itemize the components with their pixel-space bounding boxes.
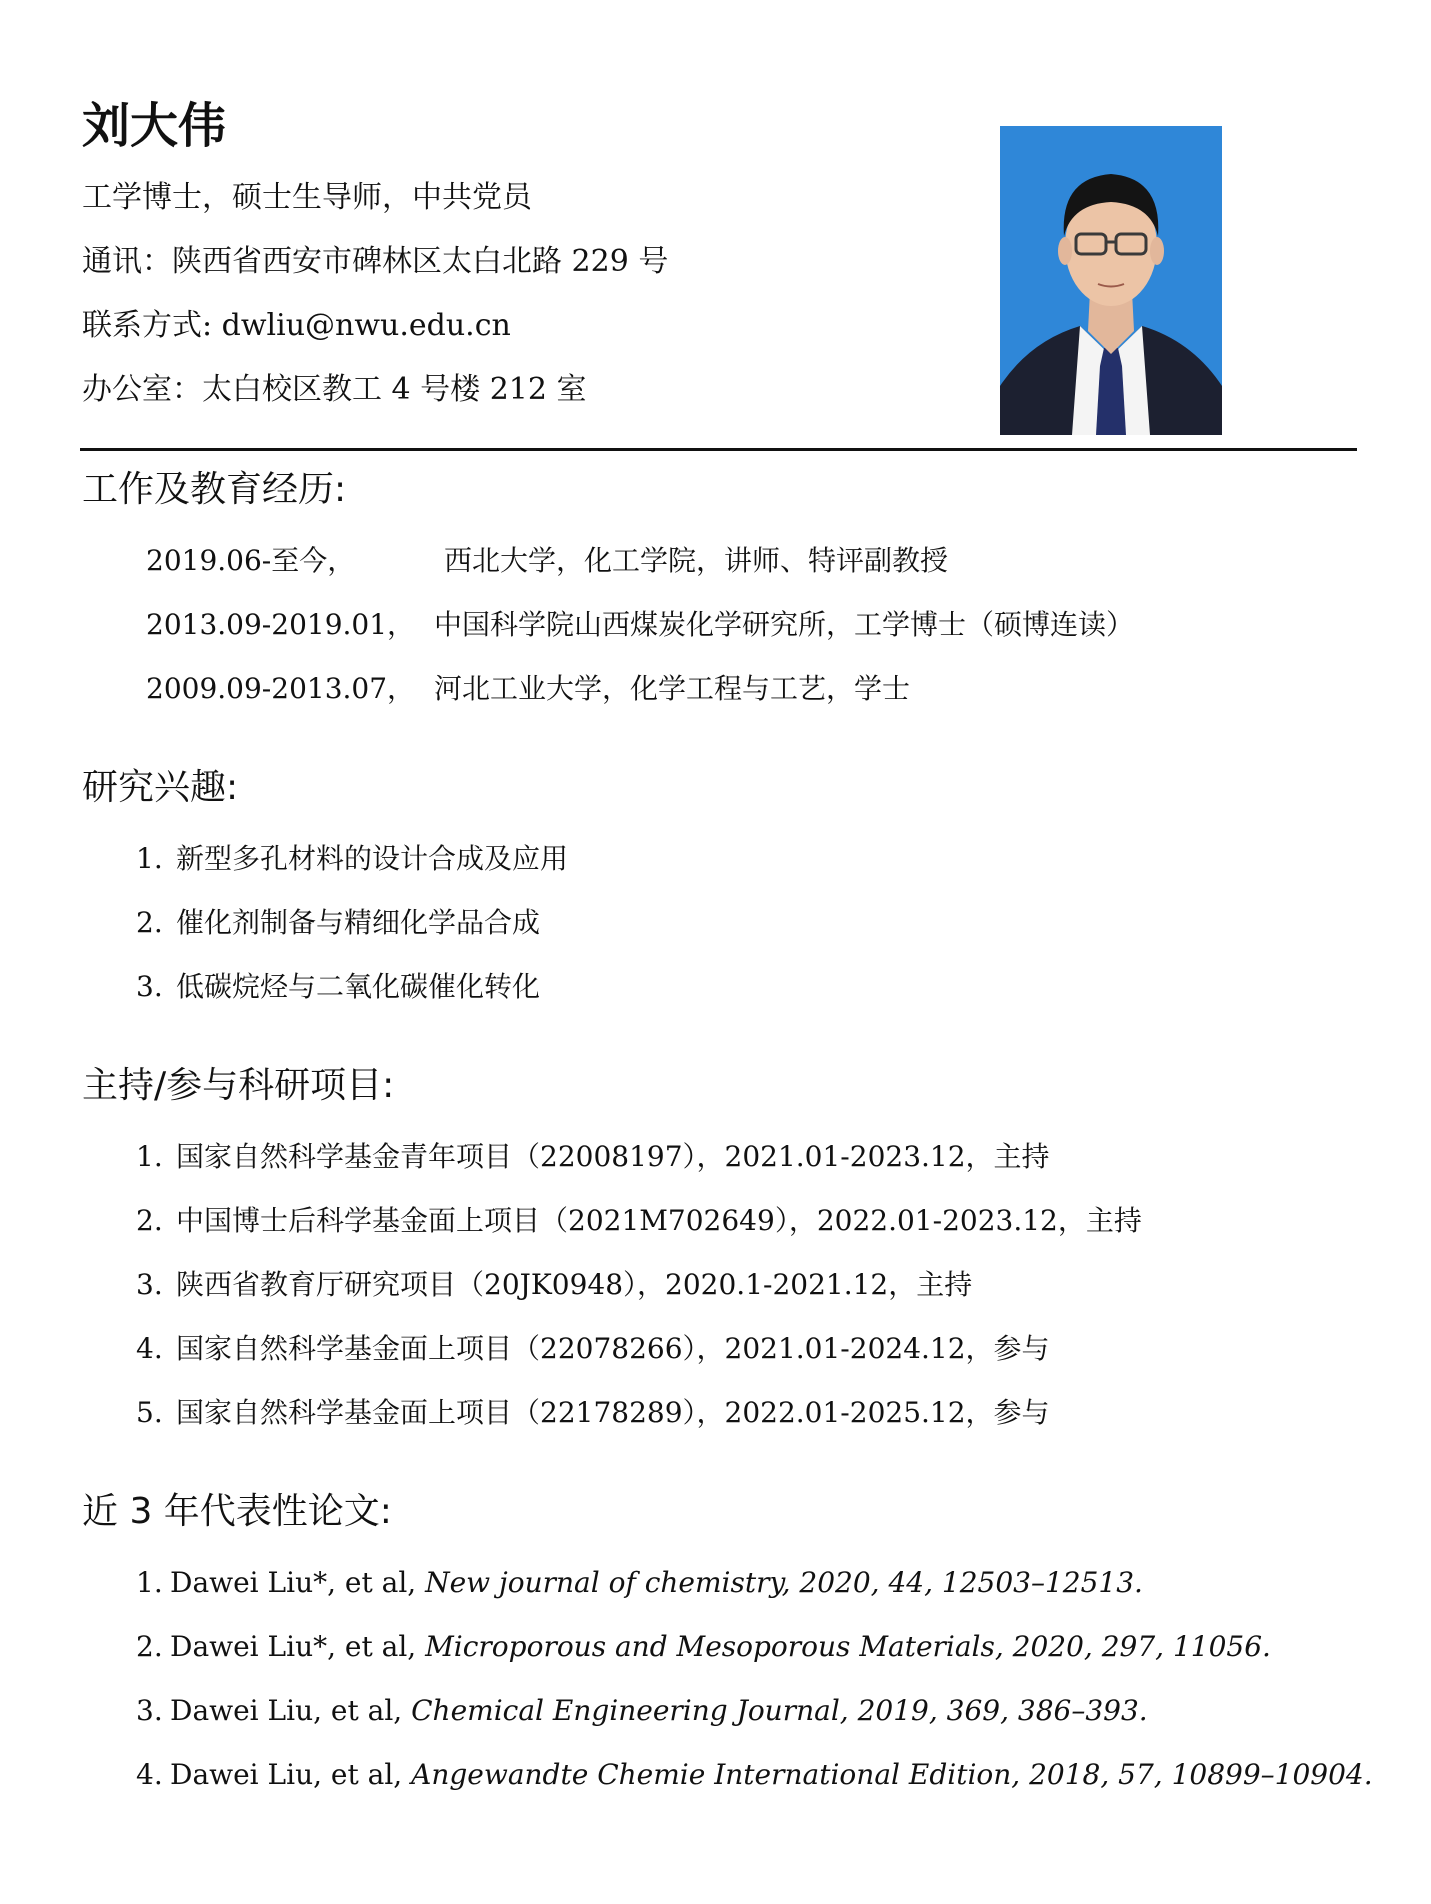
project-text: 中国博士后科学基金面上项目（2021M702649），2022.01-2023.12，主持 [176,1204,1142,1237]
interest-item [136,968,540,1006]
list-number: 1. [136,1140,163,1173]
list-number: 4. [136,1332,163,1365]
paper-item [136,1756,1373,1794]
interests-heading: 研究兴趣: [82,767,239,808]
project-item [136,1138,1050,1176]
office-line: 办公室：太白校区教工 4 号楼 212 室 [82,372,587,407]
paper-journal: Microporous and Mesoporous Materials, 2020, 297, 11056. [425,1630,1271,1663]
education-date: 2013.09-2019.01， [146,608,416,641]
projects-heading: 主持/参与科研项目: [82,1065,395,1106]
interest-item [136,904,540,942]
paper-authors: Dawei Liu*, et al, [170,1566,417,1599]
project-text: 国家自然科学基金青年项目（22008197），2021.01-2023.12，主持 [176,1140,1050,1173]
list-number: 2. [136,906,163,939]
interest-text: 低碳烷烃与二氧化碳催化转化 [176,970,541,1003]
list-number: 5. [136,1396,163,1429]
paper-item [136,1692,1148,1730]
title-line: 工学博士，硕士生导师，中共党员 [82,180,532,215]
list-number: 2. [136,1630,163,1663]
education-description: 西北大学，化工学院，讲师、特评副教授 [444,544,949,577]
education-date: 2009.09-2013.07， [146,672,416,705]
education-date: 2019.06-至今， [146,544,356,577]
address-line: 通讯：陕西省西安市碑林区太白北路 229 号 [82,244,669,279]
paper-authors: Dawei Liu*, et al, [170,1630,417,1663]
paper-journal: New journal of chemistry, 2020, 44, 12503–12513. [425,1566,1143,1599]
project-text: 国家自然科学基金面上项目（22078266），2021.01-2024.12，参与 [176,1332,1050,1365]
papers-heading: 近 3 年代表性论文: [82,1491,392,1532]
paper-journal: Angewandte Chemie International Edition, 2018, 57, 10899–10904. [411,1758,1373,1791]
interest-item [136,840,568,878]
list-number: 1. [136,1566,163,1599]
education-description: 河北工业大学，化学工程与工艺，学士 [434,672,911,705]
interest-text: 新型多孔材料的设计合成及应用 [176,842,569,875]
list-number: 3. [136,1694,163,1727]
interest-text: 催化剂制备与精细化学品合成 [176,906,541,939]
project-text: 陕西省教育厅研究项目（20JK0948），2020.1-2021.12，主持 [176,1268,973,1301]
list-number: 4. [136,1758,163,1791]
paper-journal: Chemical Engineering Journal, 2019, 369, 386–393. [411,1694,1148,1727]
education-description: 中国科学院山西煤炭化学研究所，工学博士（硕博连读） [434,608,1135,641]
paper-authors: Dawei Liu, et al, [170,1758,403,1791]
list-number: 3. [136,1268,163,1301]
project-item [136,1202,1142,1240]
project-text: 国家自然科学基金面上项目（22178289），2022.01-2025.12，参与 [176,1396,1050,1429]
paper-authors: Dawei Liu, et al, [170,1694,403,1727]
list-number: 1. [136,842,163,875]
paper-item [136,1628,1271,1666]
list-number: 2. [136,1204,163,1237]
paper-item [136,1564,1143,1602]
project-item [136,1266,972,1304]
portrait-photo [1000,126,1222,435]
person-name: 刘大伟 [82,98,227,154]
header-divider [80,448,1357,451]
contact-line: 联系方式: dwliu@nwu.edu.cn [82,308,511,343]
education-heading: 工作及教育经历: [82,469,347,510]
list-number: 3. [136,970,163,1003]
project-item [136,1330,1050,1368]
project-item [136,1394,1050,1432]
